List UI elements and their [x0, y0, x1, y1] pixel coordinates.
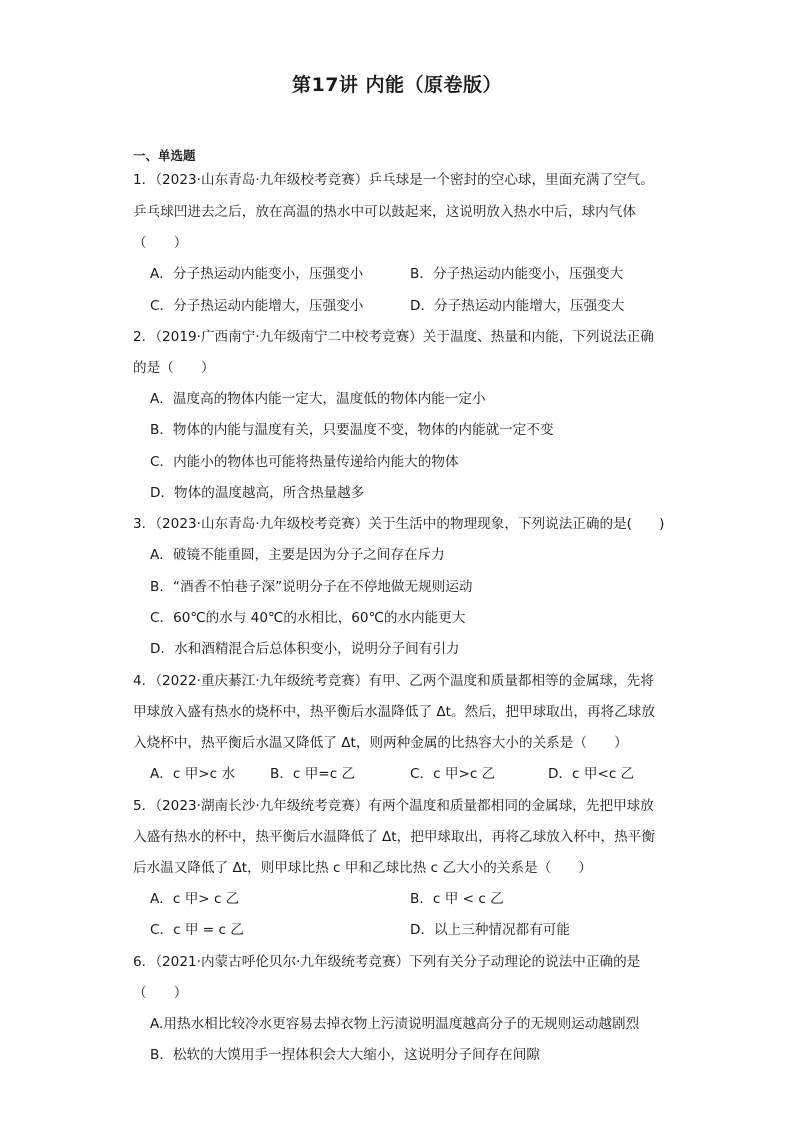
q5-option-b: B．c 甲 < c 乙: [410, 891, 504, 907]
q1-stem-line-1: 1．（2023·山东青岛·九年级校考竞赛）乒乓球是一个密封的空心球，里面充满了空气。: [133, 172, 654, 188]
q1-option-b: B．分子热运动内能变小，压强变大: [410, 266, 624, 282]
q4-stem-line-2: 甲球放入盛有热水的烧杯中，热平衡后水温降低了 Δt。然后，把甲球取出，再将乙球放: [133, 704, 655, 720]
section-heading: 一、单选题: [133, 148, 196, 163]
q1-option-d: D．分子热运动内能增大，压强变大: [410, 298, 625, 314]
q3-option-c: C．60℃的水与 40℃的水相比，60℃的水内能更大: [150, 610, 466, 626]
q4-stem-line-1: 4．（2022·重庆綦江·九年级统考竞赛）有甲、乙两个温度和质量都相等的金属球，先将: [133, 673, 654, 689]
q2-option-a: A．温度高的物体内能一定大，温度低的物体内能一定小: [150, 391, 486, 407]
q6-stem-line-1: 6．（2021·内蒙古呼伦贝尔·九年级统考竞赛）下列有关分子动理论的说法中正确的是: [133, 954, 641, 970]
q3-option-b: B．“酒香不怕巷子深”说明分子在不停地做无规则运动: [150, 579, 473, 595]
q5-stem-line-2: 入盛有热水的杯中，热平衡后水温降低了 Δt，把甲球取出，再将乙球放入杯中，热平衡: [133, 829, 655, 845]
q2-option-d: D．物体的温度越高，所含热量越多: [150, 485, 365, 501]
q4-option-d: D．c 甲<c 乙: [548, 766, 635, 782]
q3-option-d: D．水和酒精混合后总体积变小，说明分子间有引力: [150, 641, 460, 657]
q2-option-c: C．内能小的物体也可能将热量传递给内能大的物体: [150, 454, 459, 470]
q2-stem-line-2: 的是（ ）: [133, 360, 215, 376]
q5-stem-line-3: 后水温又降低了 Δt，则甲球比热 c 甲和乙球比热 c 乙大小的关系是（ ）: [133, 860, 592, 876]
q5-option-c: C．c 甲 = c 乙: [150, 922, 244, 938]
q4-option-b: B．c 甲=c 乙: [270, 766, 356, 782]
q5-stem-line-1: 5．（2023·湖南长沙·九年级统考竞赛）有两个温度和质量都相同的金属球，先把甲球放: [133, 798, 654, 814]
q5-option-a: A．c 甲> c 乙: [150, 891, 240, 907]
q4-option-a: A．c 甲>c 水: [150, 766, 236, 782]
q3-option-a: A．破镜不能重圆，主要是因为分子之间存在斥力: [150, 547, 445, 563]
q1-option-a: A．分子热运动内能变小，压强变小: [150, 266, 364, 282]
q6-option-b: B．松软的大馍用手一捏体积会大大缩小，这说明分子间存在间隙: [150, 1047, 540, 1063]
q2-stem-line-1: 2．（2019·广西南宁·九年级南宁二中校考竞赛）关于温度、热量和内能，下列说法正确: [133, 329, 654, 345]
q4-option-c: C．c 甲>c 乙: [410, 766, 496, 782]
q1-stem-line-3: （ ）: [133, 235, 188, 251]
q4-stem-line-3: 入烧杯中，热平衡后水温又降低了 Δt，则两种金属的比热容大小的关系是（ ）: [133, 735, 628, 751]
q5-option-d: D．以上三种情况都有可能: [410, 922, 570, 938]
document-title: 第17讲 内能（原卷版）: [291, 74, 503, 96]
q3-stem-line-1: 3．（2023·山东青岛·九年级校考竞赛）关于生活中的物理现象，下列说法正确的是( ): [133, 516, 665, 532]
q2-option-b: B．物体的内能与温度有关，只要温度不变，物体的内能就一定不变: [150, 422, 554, 438]
q1-stem-line-2: 乒乓球凹进去之后，放在高温的热水中可以鼓起来，这说明放入热水中后，球内气体: [133, 204, 636, 220]
q1-option-c: C．分子热运动内能增大，压强变小: [150, 298, 364, 314]
q6-option-a: A.用热水相比较冷水更容易去掉衣物上污渍说明温度越高分子的无规则运动越剧烈: [150, 1016, 640, 1032]
q6-stem-line-2: （ ）: [133, 985, 188, 1001]
